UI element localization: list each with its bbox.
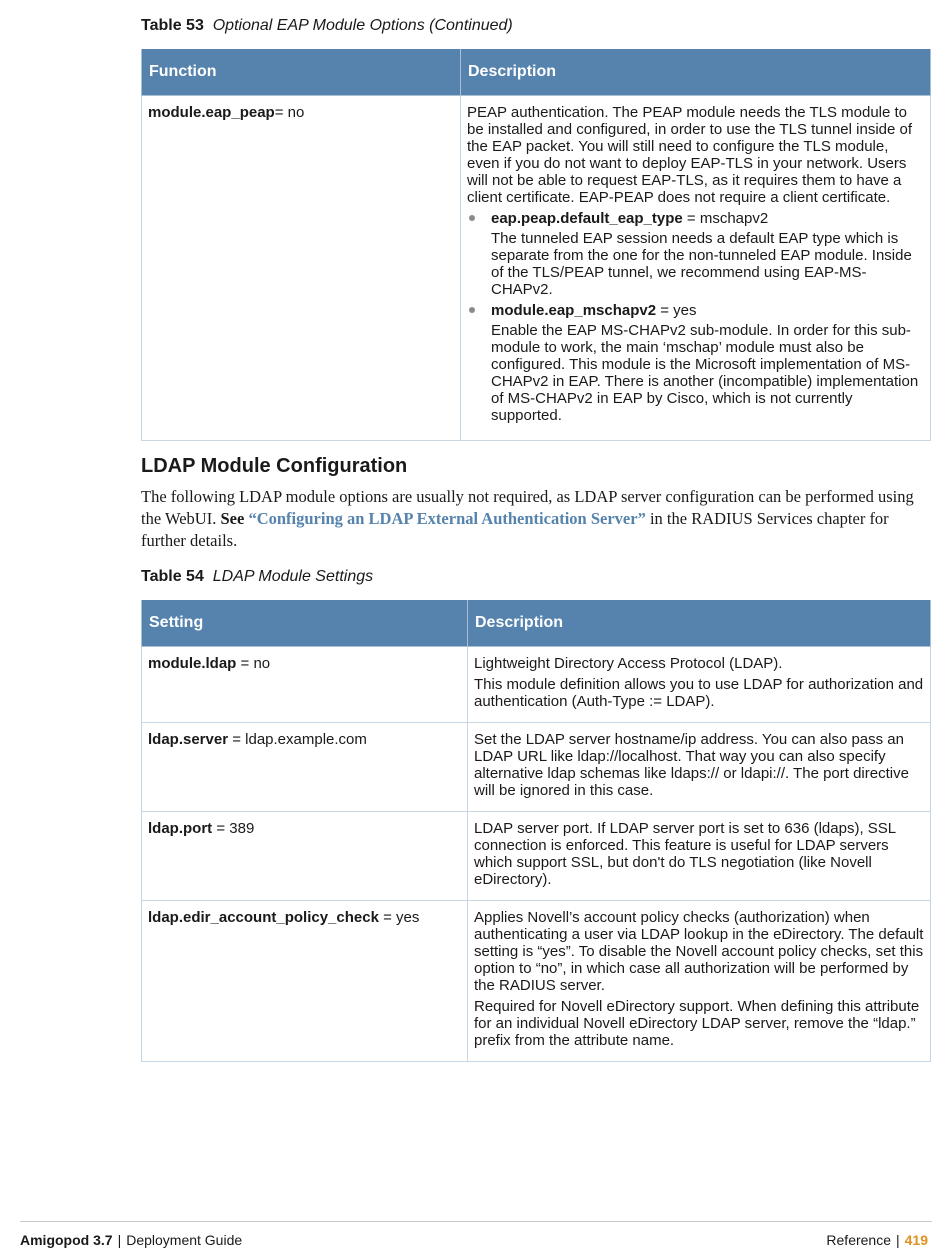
table-row	[142, 812, 931, 901]
description-text: PEAP authentication. The PEAP module needs the TLS module to be installed and configured, in order to use the TLS tunnel inside of the EAP packet. You will still need to configure the TLS module, even if you do not want to deploy EAP-TLS in your network. Users will not be able to request EAP-TLS, as it requires them to have a client certificate. EAP-PEAP does not require a client certificate.	[467, 104, 913, 206]
list-item	[467, 302, 924, 424]
description-text: This module definition allows you to use LDAP for authorization and authentication (Auth-Type := LDAP).	[474, 676, 924, 710]
table-row	[142, 96, 931, 441]
intro-text-after: in the RADIUS Services chapter for further details.	[141, 509, 889, 550]
description-text: Applies Novell’s account policy checks (authorization) when authenticating a user via LDAP lookup in the eDirectory. The default setting is “yes”. To disable the Novell account policy checks, set this option to “no”, in which case all authorization will be performed by the RADIUS server.	[474, 909, 924, 994]
footer-product: Amigopod 3.7	[20, 1232, 113, 1248]
option-value: = 389	[212, 820, 255, 837]
option-key: ldap.edir_account_policy_check	[148, 909, 379, 926]
table-53-header-function: Function	[142, 49, 461, 96]
option-key: ldap.server	[148, 731, 229, 748]
table-row	[142, 901, 931, 1062]
option-key: module.ldap	[148, 655, 237, 672]
footer-section: Reference	[826, 1232, 891, 1248]
option-value: = mschapv2	[682, 210, 769, 227]
section-heading: LDAP Module Configuration	[141, 455, 408, 477]
list-item	[467, 210, 924, 298]
footer-separator: |	[896, 1232, 900, 1248]
table-54-header-row	[142, 600, 931, 647]
table-row	[142, 647, 931, 723]
table-row	[142, 723, 931, 812]
option-key: module.eap_peap	[148, 104, 275, 121]
option-value: = no	[274, 104, 305, 121]
description-cell	[468, 901, 931, 1062]
option-key: ldap.port	[148, 820, 213, 837]
setting-cell	[142, 901, 468, 1062]
table-54-title: LDAP Module Settings	[212, 568, 374, 585]
option-key: eap.peap.default_eap_type	[491, 210, 683, 227]
option-value: = yes	[378, 909, 420, 926]
table-54-caption	[141, 568, 373, 586]
footer-guide: Deployment Guide	[126, 1232, 243, 1248]
description-cell	[468, 723, 931, 812]
description-cell	[468, 812, 931, 901]
description-text: Lightweight Directory Access Protocol (LDAP).	[474, 655, 783, 672]
bullet-description: The tunneled EAP session needs a default EAP type which is separate from the one for the non-tunneled EAP module. Inside of the TLS/PEAP tunnel, we recommend using EAP-MS-CHAPv2.	[491, 230, 912, 298]
bullet-icon	[469, 307, 475, 313]
bullet-icon	[469, 215, 475, 221]
description-text: LDAP server port. If LDAP server port is set to 636 (ldaps), SSL connection is enforced. This feature is useful for LDAP servers which support SSL, but don't do TLS negotiation (like Novell eDirectory).	[474, 820, 896, 888]
option-value: = no	[236, 655, 271, 672]
bullet-list	[467, 210, 924, 424]
table-54-header-setting: Setting	[142, 600, 468, 647]
footer-right	[826, 1232, 928, 1248]
intro-text: The following LDAP module options are usually not required, as LDAP server configuration can be performed using the WebUI.	[141, 487, 914, 528]
footer-separator: |	[117, 1232, 122, 1248]
description-cell	[468, 647, 931, 723]
table-53-caption	[141, 17, 513, 35]
description-cell	[461, 96, 931, 441]
function-cell	[142, 96, 461, 441]
section-intro	[141, 486, 930, 552]
table-54-header-description: Description	[468, 600, 931, 647]
table-53-title: Optional EAP Module Options (Continued)	[212, 17, 513, 34]
description-text: Set the LDAP server hostname/ip address. You can also pass an LDAP URL like ldap://localhost. That way you can also specify alternative ldap schemas like ldaps:// or ldapi://. The port directive will be ignored in this case.	[474, 731, 909, 799]
setting-cell	[142, 647, 468, 723]
setting-cell	[142, 812, 468, 901]
table-53-header-row	[142, 49, 931, 96]
page-number: 419	[904, 1232, 928, 1248]
table-53-header-description: Description	[461, 49, 931, 96]
table-53	[141, 49, 931, 441]
description-text: Required for Novell eDirectory support. When defining this attribute for an individual Novell eDirectory LDAP server, remove the “ldap.” prefix from the attribute name.	[474, 998, 920, 1049]
option-value: = yes	[656, 302, 697, 319]
option-value: = ldap.example.com	[228, 731, 367, 748]
bullet-description: Enable the EAP MS-CHAPv2 sub-module. In order for this sub-module to work, the main ‘mschap’ module must also be configured. This module is the Microsoft implementation of MS-CHAPv2 in EAP. There is another (incompatible) implementation of MS-CHAPv2 in EAP by Cisco, which is not currently supported.	[491, 322, 919, 424]
table-54-number: Table 54	[141, 568, 204, 585]
see-label: See	[220, 509, 245, 528]
table-54	[141, 600, 931, 1062]
table-53-number: Table 53	[141, 17, 204, 34]
footer-left	[20, 1232, 242, 1248]
option-key: module.eap_mschapv2	[491, 302, 657, 319]
footer-divider	[20, 1221, 932, 1222]
setting-cell	[142, 723, 468, 812]
cross-reference-link[interactable]: “Configuring an LDAP External Authentication Server”	[248, 509, 646, 528]
